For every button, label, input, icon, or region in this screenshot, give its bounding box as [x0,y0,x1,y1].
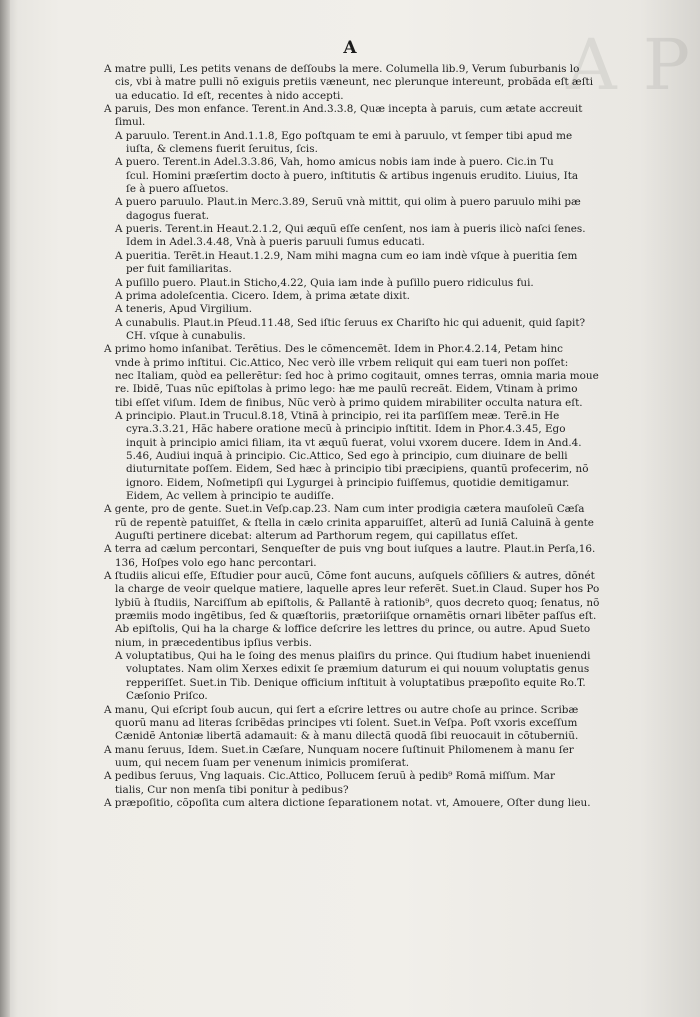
entry-continuation-line: 5.46, Audiui inquã à principio. Cic.Attico, Sed ego à principio, cum diuinare de belli [126,449,568,462]
dictionary-entry [104,570,676,650]
entry-group [104,343,676,410]
entry-headline: A gente, pro de gente. Suet.in Veſp.cap.23. Nam cum inter prodigia cætera mauſoleũ Cæſa [104,503,585,516]
entry-headline: A principio. Plaut.in Trucul.8.18, Vtinã à principio, rei ita parſiſſem meæ. Terẽ.in He [115,409,560,422]
entry-continuation-line: ſe à puero aſſuetos. [126,183,229,196]
entry-continuation-line: inquit à principio amici filiam, ita vt æquũ fuerat, volui vxorem ducere. Idem in And.4. [126,436,582,449]
dictionary-entry [104,343,676,410]
entry-continuation-line: dagogus fuerat. [126,209,210,222]
entry-continuation-line: quorũ manu ad literas ſcribẽdas principes vti ſolent. Suet.in Veſpa. Poſt vxoris exceſſum [115,716,578,729]
entry-continuation-line: tialis, Cur non menſa tibi ponitur à pedibus? [115,783,349,796]
bleed-through-text: A P [566,24,692,106]
entry-continuation-line: Auguſti pertinere dicebat: alterum ad Parthorum regem, qui capillatus eſſet. [115,530,519,543]
entry-continuation-line: vnde à primo inſtitui. Cic.Attico, Nec verò ille vrbem reliquit qui eam tueri non poſſet: [115,356,569,369]
dictionary-entry [115,317,676,344]
sub-entry-group [104,130,676,344]
entry-continuation-line: uum, qui necem ſuam per venenum inimicis promiſerat. [115,756,410,769]
entry-headline: A pedibus ſeruus, Vng laquais. Cic.Attico, Pollucem ſeruũ à pedib⁹ Romã miſſum. Mar [104,770,555,783]
entry-continuation-line: nium, in præcedentibus ipſius verbis. [115,636,312,649]
dictionary-entry [104,503,676,543]
entry-headline: A puſillo puero. Plaut.in Sticho,4.22, Quia iam inde à puſillo puero ridiculus fui. [115,276,534,289]
entry-continuation-line: Eidem, Ac vellem à principio te audiſſe. [126,490,335,502]
page-header-letter: A [343,38,357,58]
entry-continuation-line: Cænidẽ Antoniæ libertã adamauit: & à manu dilectã quodã ſibi reuocauit in cõtuberniũ. [115,730,579,743]
entry-continuation-line: per fuit familiaritas. [126,263,232,276]
entry-headline: A paruulo. Terent.in And.1.1.8, Ego poſtquam te emi à paruulo, vt ſemper tibi apud me [115,129,573,142]
dictionary-entry [104,744,676,771]
entry-headline: A prima adoleſcentia. Cicero. Idem, à prima ætate dixit. [115,289,410,302]
entry-headline: A pueris. Terent.in Heaut.2.1.2, Qui æquũ eſſe cenſent, nos iam à pueris ilicò naſci ſenes. [115,223,586,236]
dictionary-entry [115,650,676,703]
entry-continuation-line: cis, vbi à matre pulli nõ exiguis pretiis væneunt, nec plerunque intereunt, probãda eſt æſti [115,76,594,89]
dictionary-entry [115,303,676,316]
dictionary-entry [115,290,676,303]
entry-headline: A matre pulli, Les petits venans de deſſoubs la mere. Columella lib.9, Verum ſuburbanis lo [104,63,580,75]
dictionary-entry [104,63,676,103]
entry-continuation-line: cyra.3.3.21, Hãc habere oratione mecũ à principio inſtitit. Idem in Phor.4.3.45, Ego [126,423,566,436]
entry-continuation-line: ignoro. Eidem, Noſmetipſi qui Lygurgei à principio fuiſſemus, quotidie demitigamur. [126,476,570,489]
dictionary-entry [104,704,676,744]
entry-continuation-line: la charge de veoir quelque matiere, laquelle apres leur referẽt. Suet.in Claud. Super hos Po [115,583,600,596]
sub-entry-group [104,410,676,503]
entry-headline: A puero. Terent.in Adel.3.3.86, Vah, homo amicus nobis iam inde à puero. Cic.in Tu [115,156,554,169]
dictionary-entry [115,196,676,223]
dictionary-entry [104,797,676,810]
entry-continuation-line: nec Italiam, quòd ea pellerẽtur: ſed hoc à primo cogitauit, omnes terras, omnia maria moue [115,369,599,382]
dictionary-entry [104,770,676,797]
entry-headline: A pueritia. Terẽt.in Heaut.1.2.9, Nam mihi magna cum eo iam indè vſque à pueritia ſem [115,249,578,262]
entry-continuation-line: repperiſſet. Suet.in Tib. Denique officium inſtituit à voluptatibus præpoſito equite Ro.T. [126,676,586,689]
entry-headline: A præpoſitio, cõpoſita cum altera dictione ſeparationem notat. vt, Amouere, Oſter dung lieu. [104,796,591,809]
dictionary-text-block [104,63,676,810]
dictionary-entry [115,223,676,250]
entry-continuation-line: lybiũ à ſtudiis, Narciſſum ab epiſtolis, & Pallantẽ à rationib⁹, quos decreto quoq; ſenatus, nõ [115,596,600,609]
entry-headline: A manu ſeruus, Idem. Suet.in Cæſare, Nunquam nocere ſuſtinuit Philomenem à manu ſer [104,743,574,756]
entry-continuation-line: Ab epiſtolis, Qui ha la charge & loffice deſcrire les lettres du prince, ou autre. Apud Sueto [115,623,591,636]
dictionary-entry [115,130,676,157]
sub-entry-group [104,650,676,703]
entry-continuation-line: rũ de repentè patuiſſet, & ſtella in cælo crinita apparuiſſet, alterũ ad Iuniã Caluinã à gente [115,516,594,529]
entry-group [104,63,676,130]
entry-headline: A voluptatibus, Qui ha le ſoing des menus plaiſirs du prince. Qui ſtudium habet inueniendi [115,650,591,663]
entry-headline: A ſtudiis alicui eſſe, Eſtudier pour aucũ, Cõme font aucuns, auſquels cõſiliers & autres, dõnét [104,570,595,583]
entry-continuation-line: Cæſonio Priſco. [126,690,208,703]
entry-headline: A terra ad cælum percontari, Senqueſter de puis vng bout iuſques a lautre. Plaut.in Perſa,16. [104,543,596,556]
entry-headline: A manu, Qui eſcript ſoub aucun, qui ſert a eſcrire lettres ou autre choſe au prince. Scribæ [104,703,579,716]
dictionary-entry [115,250,676,277]
entry-continuation-line: ua educatio. Id eſt, recentes à nido accepti. [115,89,344,102]
entry-continuation-line: CH. vſque à cunabulis. [126,329,246,342]
dictionary-entry [115,410,676,503]
entry-continuation-line: iuſta, & clemens fuerit ſeruitus, ſcis. [126,143,318,156]
book-spine-shadow [0,0,10,1017]
entry-continuation-line: voluptates. Nam olim Xerxes edixit ſe præmium daturum ei qui nouum voluptatis genus [126,663,590,676]
entry-continuation-line: ſcul. Homini præſertim docto à puero, inſtitutis & artibus ingenuis erudito. Liuius, Ita [126,169,579,182]
entry-continuation-line: ſimul. [115,116,146,129]
dictionary-entry [104,103,676,130]
entry-continuation-line: Idem in Adel.3.4.48, Vnà à pueris paruuli ſumus educati. [126,236,425,249]
dictionary-entry [115,156,676,196]
entry-continuation-line: 136, Hoſpes volo ego hanc percontari. [115,556,317,569]
dictionary-entry [115,277,676,290]
entry-headline: A cunabulis. Plaut.in Pſeud.11.48, Sed iſtic ſeruus ex Chariſto hic qui aduenit, quid ſapit? [115,316,586,329]
dictionary-entry [104,543,676,570]
entry-group [104,503,676,650]
entry-headline: A primo homo inſanibat. Terẽtius. Des le cõmencemẽt. Idem in Phor.4.2.14, Petam hinc [104,343,563,356]
entry-headline: A paruis, Des mon enfance. Terent.in And.3.3.8, Quæ incepta à paruis, cum ætate accreuit [104,103,583,116]
entry-continuation-line: tibi eſſet viſum. Idem de finibus, Nũc verò à primo quidem mirabiliter occulta natura eſt. [115,396,583,409]
entry-continuation-line: re. Ibidẽ, Tuas nũc epiſtolas à primo lego: hæ me paulũ recreãt. Eidem, Vtinam à primo [115,383,578,396]
entry-continuation-line: diuturnitate poſſem. Eidem, Sed hæc à principio tibi præcipiens, quantũ profecerim, nõ [126,463,589,476]
entry-headline: A teneris, Apud Virgilium. [115,303,253,316]
entry-continuation-line: præmiis modo ingẽtibus, ſed & quæſtoriis, prætoriiſque ornamẽtis ornari libẽter paſſus eſt. [115,610,597,623]
entry-group [104,704,676,811]
entry-headline: A puero paruulo. Plaut.in Merc.3.89, Seruũ vnà mittit, qui olim à puero paruulo mihi pæ [115,196,581,209]
